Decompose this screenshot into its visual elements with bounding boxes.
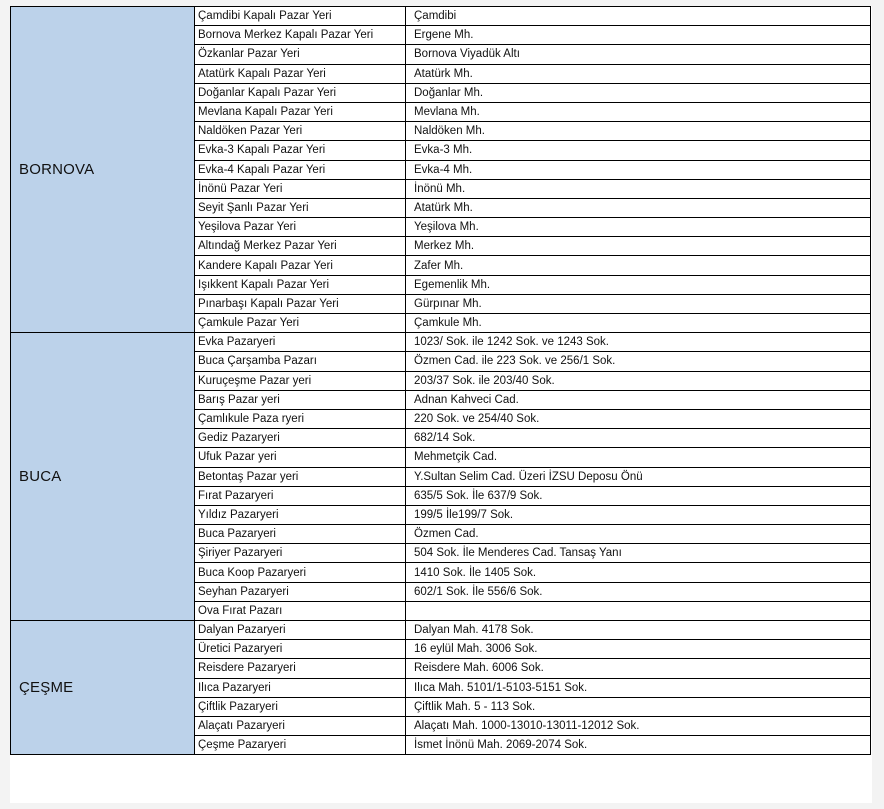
- market-name-cell: Gediz Pazaryeri: [195, 429, 406, 448]
- market-address-cell: Merkez Mh.: [406, 237, 871, 256]
- market-address-cell: 682/14 Sok.: [406, 429, 871, 448]
- market-address-cell: 602/1 Sok. İle 556/6 Sok.: [406, 582, 871, 601]
- market-name-cell: Ilıca Pazaryeri: [195, 678, 406, 697]
- market-address-cell: 203/37 Sok. ile 203/40 Sok.: [406, 371, 871, 390]
- district-cell: ÇEŞME: [11, 621, 195, 755]
- market-address-cell: Evka-4 Mh.: [406, 160, 871, 179]
- market-address-cell: 504 Sok. İle Menderes Cad. Tansaş Yanı: [406, 544, 871, 563]
- district-cell: BORNOVA: [11, 7, 195, 333]
- market-address-cell: 16 eylül Mah. 3006 Sok.: [406, 640, 871, 659]
- market-address-cell: Doğanlar Mh.: [406, 83, 871, 102]
- market-name-cell: Pınarbaşı Kapalı Pazar Yeri: [195, 294, 406, 313]
- market-address-cell: Bornova Viyadük Altı: [406, 45, 871, 64]
- market-address-cell: Atatürk Mh.: [406, 198, 871, 217]
- market-name-cell: Çeşme Pazaryeri: [195, 736, 406, 755]
- table-row: [11, 621, 871, 640]
- market-name-cell: Evka-3 Kapalı Pazar Yeri: [195, 141, 406, 160]
- market-name-cell: Çamkule Pazar Yeri: [195, 314, 406, 333]
- market-name-cell: Kuruçeşme Pazar yeri: [195, 371, 406, 390]
- market-name-cell: Evka-4 Kapalı Pazar Yeri: [195, 160, 406, 179]
- table-row: [11, 333, 871, 352]
- market-address-cell: Yeşilova Mh.: [406, 218, 871, 237]
- market-name-cell: Betontaş Pazar yeri: [195, 467, 406, 486]
- market-name-cell: Işıkkent Kapalı Pazar Yeri: [195, 275, 406, 294]
- market-address-cell: İsmet İnönü Mah. 2069-2074 Sok.: [406, 736, 871, 755]
- market-address-cell: Y.Sultan Selim Cad. Üzeri İZSU Deposu Önü: [406, 467, 871, 486]
- market-address-cell: Çamdibi: [406, 7, 871, 26]
- market-address-cell: Zafer Mh.: [406, 256, 871, 275]
- market-address-cell: Adnan Kahveci Cad.: [406, 390, 871, 409]
- market-name-cell: Buca Çarşamba Pazarı: [195, 352, 406, 371]
- market-name-cell: Bornova Merkez Kapalı Pazar Yeri: [195, 26, 406, 45]
- market-name-cell: Barış Pazar yeri: [195, 390, 406, 409]
- market-address-cell: Mehmetçik Cad.: [406, 448, 871, 467]
- market-address-cell: [406, 601, 871, 620]
- market-address-cell: Atatürk Mh.: [406, 64, 871, 83]
- market-name-cell: Mevlana Kapalı Pazar Yeri: [195, 102, 406, 121]
- market-address-cell: 1410 Sok. İle 1405 Sok.: [406, 563, 871, 582]
- market-address-cell: Evka-3 Mh.: [406, 141, 871, 160]
- market-name-cell: Fırat Pazaryeri: [195, 486, 406, 505]
- market-table-body: [11, 7, 871, 755]
- market-address-cell: İnönü Mh.: [406, 179, 871, 198]
- market-address-cell: Alaçatı Mah. 1000-13010-13011-12012 Sok.: [406, 716, 871, 735]
- market-name-cell: Alaçatı Pazaryeri: [195, 716, 406, 735]
- market-address-cell: Ergene Mh.: [406, 26, 871, 45]
- market-address-cell: Egemenlik Mh.: [406, 275, 871, 294]
- document-page: [10, 6, 872, 803]
- market-address-cell: Gürpınar Mh.: [406, 294, 871, 313]
- market-address-cell: Dalyan Mah. 4178 Sok.: [406, 621, 871, 640]
- market-name-cell: Dalyan Pazaryeri: [195, 621, 406, 640]
- market-name-cell: Evka Pazaryeri: [195, 333, 406, 352]
- market-name-cell: Seyhan Pazaryeri: [195, 582, 406, 601]
- market-address-cell: 199/5 İle199/7 Sok.: [406, 505, 871, 524]
- market-address-cell: 220 Sok. ve 254/40 Sok.: [406, 409, 871, 428]
- market-name-cell: Doğanlar Kapalı Pazar Yeri: [195, 83, 406, 102]
- table-row: [11, 7, 871, 26]
- market-address-cell: 1023/ Sok. ile 1242 Sok. ve 1243 Sok.: [406, 333, 871, 352]
- market-name-cell: Buca Pazaryeri: [195, 525, 406, 544]
- market-name-cell: Özkanlar Pazar Yeri: [195, 45, 406, 64]
- market-name-cell: Atatürk Kapalı Pazar Yeri: [195, 64, 406, 83]
- market-address-cell: Özmen Cad.: [406, 525, 871, 544]
- market-name-cell: İnönü Pazar Yeri: [195, 179, 406, 198]
- market-address-cell: Reisdere Mah. 6006 Sok.: [406, 659, 871, 678]
- market-name-cell: Üretici Pazaryeri: [195, 640, 406, 659]
- district-cell: BUCA: [11, 333, 195, 621]
- market-name-cell: Buca Koop Pazaryeri: [195, 563, 406, 582]
- market-name-cell: Reisdere Pazaryeri: [195, 659, 406, 678]
- market-name-cell: Yıldız Pazaryeri: [195, 505, 406, 524]
- market-name-cell: Çiftlik Pazaryeri: [195, 697, 406, 716]
- market-name-cell: Şiriyer Pazaryeri: [195, 544, 406, 563]
- market-name-cell: Yeşilova Pazar Yeri: [195, 218, 406, 237]
- market-address-cell: Özmen Cad. ile 223 Sok. ve 256/1 Sok.: [406, 352, 871, 371]
- market-table: [10, 6, 871, 755]
- market-address-cell: Mevlana Mh.: [406, 102, 871, 121]
- market-address-cell: 635/5 Sok. İle 637/9 Sok.: [406, 486, 871, 505]
- market-address-cell: Çiftlik Mah. 5 - 113 Sok.: [406, 697, 871, 716]
- market-address-cell: Ilıca Mah. 5101/1-5103-5151 Sok.: [406, 678, 871, 697]
- market-name-cell: Seyit Şanlı Pazar Yeri: [195, 198, 406, 217]
- market-address-cell: Çamkule Mh.: [406, 314, 871, 333]
- market-address-cell: Naldöken Mh.: [406, 122, 871, 141]
- market-name-cell: Çamdibi Kapalı Pazar Yeri: [195, 7, 406, 26]
- market-name-cell: Kandere Kapalı Pazar Yeri: [195, 256, 406, 275]
- market-name-cell: Altındağ Merkez Pazar Yeri: [195, 237, 406, 256]
- market-name-cell: Ova Fırat Pazarı: [195, 601, 406, 620]
- market-name-cell: Çamlıkule Paza ryeri: [195, 409, 406, 428]
- market-name-cell: Ufuk Pazar yeri: [195, 448, 406, 467]
- market-name-cell: Naldöken Pazar Yeri: [195, 122, 406, 141]
